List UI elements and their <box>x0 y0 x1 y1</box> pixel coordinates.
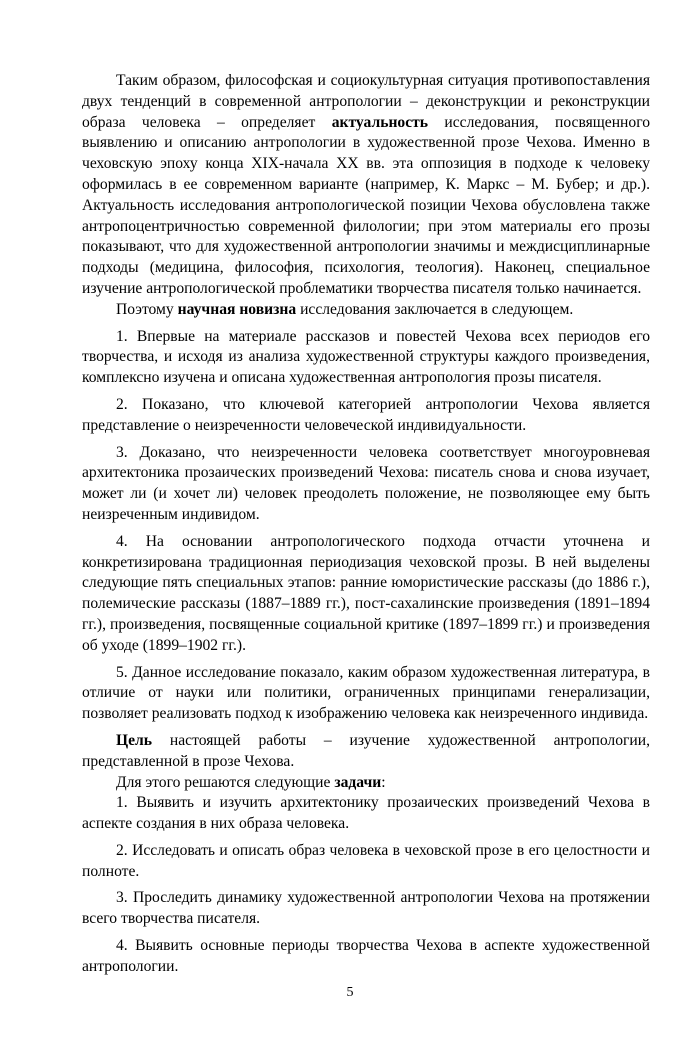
text-run: Для этого решаются следующие <box>116 773 335 791</box>
paragraph-relevance <box>82 71 650 300</box>
novelty-item-3: 3. Доказано, что неизреченности человека соответствует многоуровневая архитектоника прозаических произведений Чехова: писатель снова и снова изучает, может ли (и хочет ли) человек преодолеть положение, не позволяющее ему быть неизреченным индивидом. <box>82 443 650 523</box>
text-run: исследования, посвященного выявлению и описанию антропологии в художественной прозе Чехова. Именно в чеховскую эпоху конца XIX-начала XX вв. эта оппозиция в подходе к человеку оформилась в ее современном варианте (например, К. Маркс – М. Бубер; и др.). Актуальность исследования антропологической позиции Чехова обусловлена также антропоцентричностью современной филологии; при этом материалы его прозы показывают, что для художественной антропологии значимы и междисциплинарные подходы (медицина, философия, психология, теология). Наконец, специальное изучение антропологической проблематики творчества писателя только начинается. <box>82 113 650 297</box>
task-item-3: 3. Проследить динамику художественной антропологии Чехова на протяжении всего творчества писателя. <box>82 889 650 928</box>
bold-term-goal: Цель <box>116 731 153 749</box>
novelty-item-2: 2. Показано, что ключевой категорией антропологии Чехова является представление о неизреченности человеческой индивидуальности. <box>82 395 650 434</box>
novelty-item-5: 5. Данное исследование показало, каким образом художественная литература, в отличие от науки или политики, ограниченных принципами генерализации, позволяет реализовать подход к изображению человека как неизреченного индивида. <box>82 663 650 723</box>
body-text <box>82 71 650 978</box>
bold-term-tasks: задачи <box>334 773 382 791</box>
paragraph-tasks-intro <box>82 773 650 794</box>
bold-term-relevance: актуальность <box>331 113 429 131</box>
bold-term-novelty: научная новизна <box>177 300 297 318</box>
page-number: 5 <box>346 985 354 1000</box>
paragraph-novelty-intro <box>82 300 650 321</box>
task-item-2: 2. Исследовать и описать образ человека в чеховской прозе в его целостности и полноте. <box>82 841 650 880</box>
task-item-4: 4. Выявить основные периоды творчества Чехова в аспекте художественной антропологии. <box>82 937 650 975</box>
text-run: Таким образом, философская и социокультурная ситуация противопоставления двух тенденций в современной антропологии – деконструкции и реконструкции образа человека – определяет <box>82 72 650 131</box>
text-run: исследования заключается в следующем. <box>296 300 574 318</box>
paragraph-goal <box>82 731 650 773</box>
novelty-item-4: 4. На основании антропологического подхода отчасти уточнена и конкретизирована традиционная периодизация чеховской прозы. В ней выделены следующие пять специальных этапов: ранние юмористические рассказы (до 1886 г.), полемические рассказы (1887–1889 гг.), пост-сахалинские произведения (1891–1894 гг.), произведения, посвященные социальной критике (1897–1899 гг.) и произведения об уходе (1899–1902 гг.). <box>82 532 650 654</box>
novelty-item-1: 1. Впервые на материале рассказов и повестей Чехова всех периодов его творчества, и исходя из анализа художественной структуры каждого произведения, комплексно изучена и описана художественная антропология прозы писателя. <box>82 327 650 387</box>
task-item-1: 1. Выявить и изучить архитектонику прозаических произведений Чехова в аспекте создания в них образа человека. <box>82 794 650 833</box>
text-run: : <box>381 773 386 791</box>
text-run: Поэтому <box>116 300 178 318</box>
text-run: настоящей работы – изучение художественной антропологии, представленной в прозе Чехова. <box>82 731 650 770</box>
